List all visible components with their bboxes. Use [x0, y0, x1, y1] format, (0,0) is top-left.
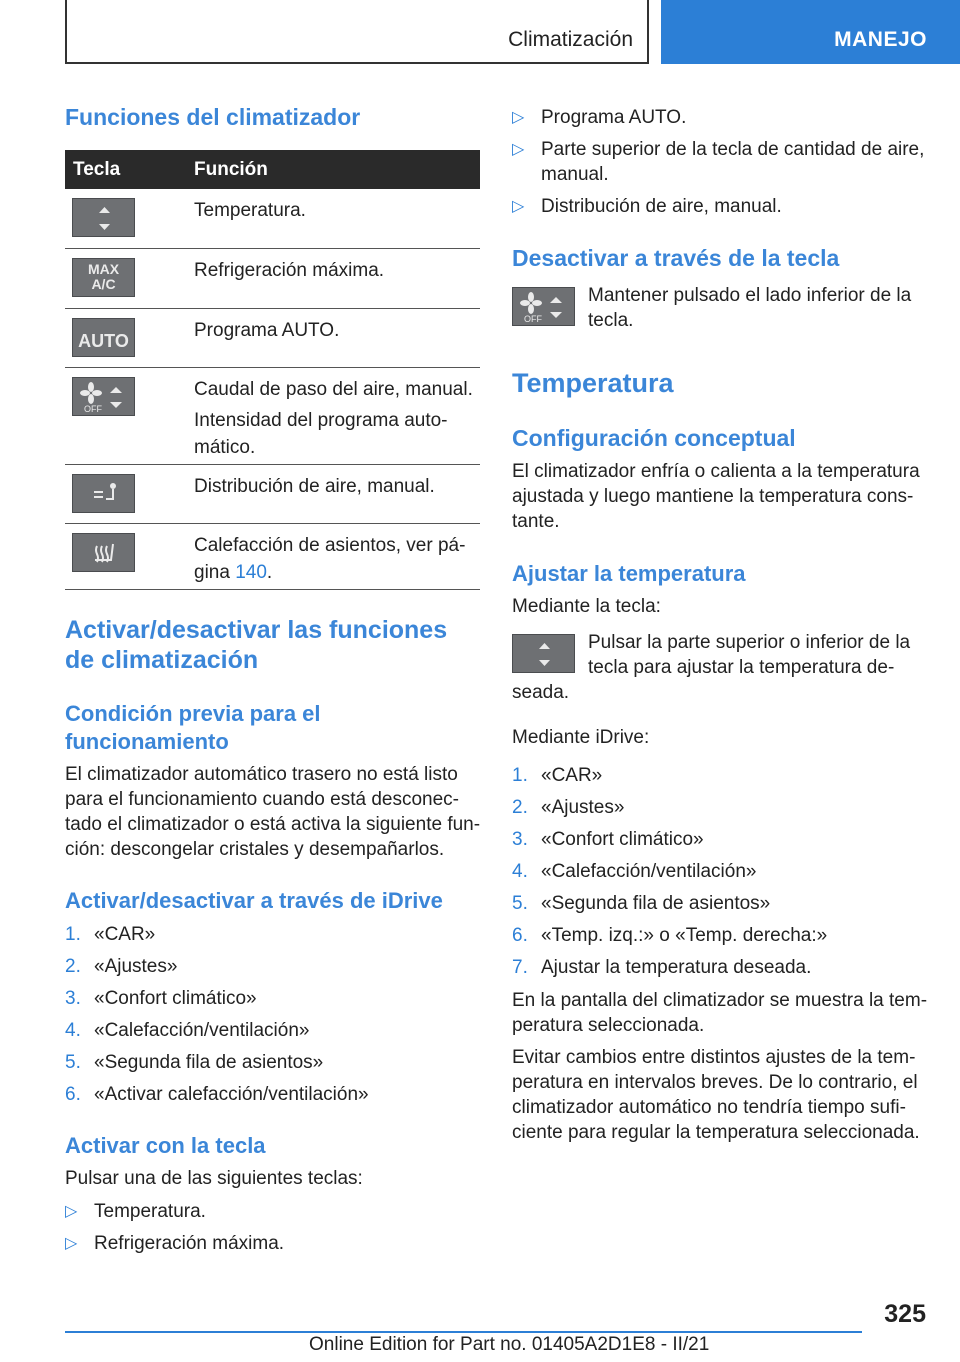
svg-text:OFF: OFF	[524, 314, 542, 324]
footer-divider	[65, 1331, 862, 1333]
key-heading: Activar con la tecla	[65, 1133, 266, 1158]
adjust-heading: Ajustar la temperatura	[512, 561, 746, 586]
col-key-header: Tecla	[65, 150, 184, 189]
row-text: Calefacción de asientos, ver pá- gina 140.	[184, 523, 480, 589]
table-row	[65, 464, 480, 523]
concept-text: El climatizador enfría o calienta a la temperatura ajustada y luego mantiene la temperatura cons- tante.	[512, 461, 920, 532]
precondition-heading: Condición previa para el funcionamiento	[65, 701, 321, 754]
seat-heating-key-icon	[72, 533, 135, 572]
temperature-key-icon	[72, 198, 135, 237]
activate-heading: Activar/desactivar las funciones de climatización	[65, 616, 448, 674]
table-row	[65, 523, 480, 589]
section-tab[interactable]	[661, 0, 960, 64]
precondition-text: El climatizador automático trasero no está listo para el funcionamiento cuando está desconec- tado el climatizador o está activa la siguiente fun- ción: descongelar cristales y desempañarlos.	[65, 764, 481, 860]
row-text: Refrigeración máxima.	[184, 248, 480, 308]
deactivate-text: Mantener pulsado el lado inferior de la tecla.	[588, 285, 912, 331]
deactivate-heading: Desactivar a través de la tecla	[512, 245, 840, 271]
display-text: En la pantalla del climatizador se muestra la tem- peratura seleccionada.	[512, 990, 928, 1036]
auto-key-icon: AUTO	[72, 318, 135, 357]
page-link[interactable]: 140	[235, 561, 267, 583]
fan-off-key-icon	[72, 377, 135, 416]
col-function-header: Función	[184, 150, 480, 189]
svg-text:OFF: OFF	[84, 403, 102, 414]
temperature-title: Temperatura	[512, 368, 674, 398]
chapter-title: Climatización	[508, 28, 633, 51]
max-ac-key-icon: MAX A/C	[72, 258, 135, 297]
row-text: Distribución de aire, manual.	[184, 464, 480, 523]
fan-off-key-icon	[512, 287, 575, 326]
edition-text: Online Edition for Part no. 01405A2D1E8 - II/21	[309, 1334, 710, 1355]
row-text: Caudal de paso del aire, manual.	[194, 378, 473, 400]
table-row	[65, 367, 480, 464]
temperature-key-icon	[512, 634, 575, 673]
idrive-heading: Activar/desactivar a través de iDrive	[65, 888, 443, 913]
concept-heading: Configuración conceptual	[512, 425, 796, 451]
via-key-label: Mediante la tecla:	[512, 596, 661, 617]
chapter-tab[interactable]	[65, 0, 649, 64]
table-header-row	[65, 150, 480, 189]
functions-table	[65, 150, 480, 590]
row-text: Temperatura.	[184, 189, 480, 248]
table-row	[65, 189, 480, 248]
via-idrive-label: Mediante iDrive:	[512, 727, 650, 748]
table-row	[65, 308, 480, 367]
via-key-text: Pulsar la parte superior o inferior de la tecla para ajustar la temperatura de-	[588, 632, 911, 678]
functions-heading: Funciones del climatizador	[65, 104, 361, 130]
page-number: 325	[884, 1300, 926, 1328]
row-text: Programa AUTO.	[184, 308, 480, 367]
row-text-2: Intensidad del programa auto- mático.	[194, 409, 448, 458]
air-distribution-key-icon	[72, 474, 135, 513]
table-row	[65, 248, 480, 308]
key-intro: Pulsar una de las siguientes teclas:	[65, 1168, 363, 1189]
avoid-text: Evitar cambios entre distintos ajustes de la tem- peratura en intervalos breves. De lo contrario, el climatizador automático no tendría tiempo sufi- ciente para regular la temperatura seleccionada.	[512, 1047, 920, 1143]
via-key-text-end: seada.	[512, 682, 570, 703]
section-title: MANEJO	[834, 28, 927, 51]
